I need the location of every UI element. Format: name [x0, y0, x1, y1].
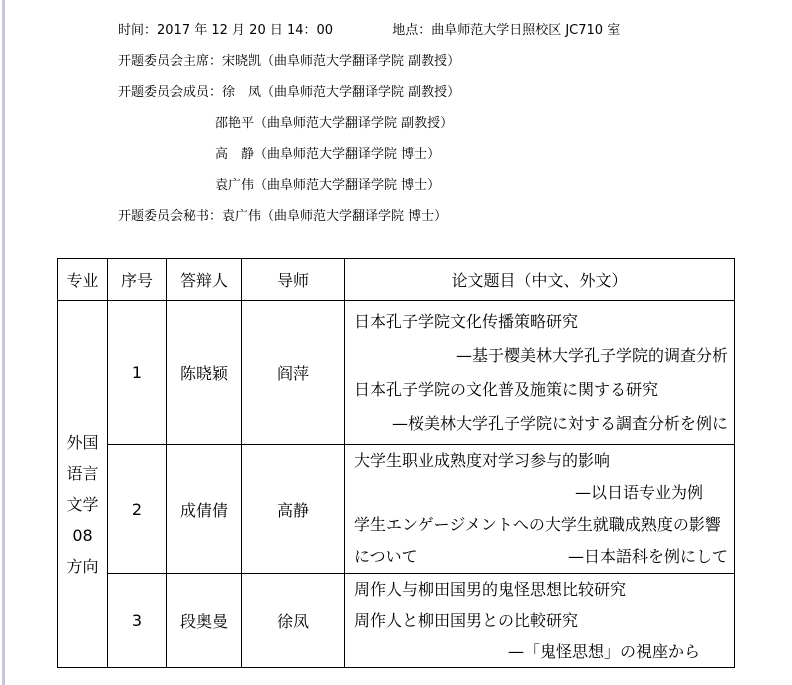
committee-member-line: [215, 170, 620, 201]
title-line: [354, 541, 728, 573]
defender-cell: 陈晓颖: [167, 301, 242, 445]
major-text: 外国 语言 文学 08 方向: [66, 432, 99, 576]
table-header-row: [58, 259, 735, 301]
member-1: 邵艳平（曲阜师范大学翻译学院 副教授）: [215, 116, 454, 131]
chair-label: 开题委员会主席：: [118, 54, 223, 69]
defender-cell: 成倩倩: [167, 445, 242, 574]
table-row: [58, 301, 735, 445]
supervisor-cell: 高静: [242, 445, 345, 574]
time-label: 时间：: [118, 23, 158, 38]
title-cell: [345, 301, 735, 445]
col-header-defender: 答辩人: [167, 259, 242, 301]
major-cell: [58, 301, 108, 668]
committee-member-line: [215, 139, 620, 170]
title-line: 大学生职业成熟度对学习参与的影响: [354, 451, 611, 470]
committee-secretary-line: [118, 201, 620, 232]
committee-members-line: [118, 77, 620, 108]
title-line-right-part: —日本語科を例にして: [567, 547, 728, 566]
time-value: 2017 年 12 月 20 日 14：00: [157, 23, 334, 38]
supervisor-cell: 徐凤: [242, 574, 345, 668]
title-line: 学生エンゲージメントへの大学生就職成熟度の影響: [354, 515, 721, 534]
member-3: 袁广伟（曲阜师范大学翻译学院 博士）: [215, 178, 441, 193]
supervisor-cell: 阎萍: [242, 301, 345, 445]
seq-cell: 1: [108, 301, 167, 445]
member-0: 徐 凤（曲阜师范大学翻译学院 副教授）: [222, 85, 461, 100]
defense-schedule-table: [57, 258, 735, 668]
col-header-major: 专业: [58, 259, 108, 301]
title-cell: [345, 445, 735, 574]
secretary-label: 开题委员会秘书：: [118, 209, 223, 224]
table-row: [58, 445, 735, 574]
col-header-seq: 序号: [108, 259, 167, 301]
title-line: 周作人と柳田国男との比較研究: [354, 611, 579, 630]
committee-member-line: [215, 108, 620, 139]
seq-cell: 3: [108, 574, 167, 668]
members-label: 开题委员会成员：: [118, 85, 223, 100]
title-line: 日本孔子学院の文化普及施策に関する研究: [354, 379, 659, 399]
title-line: —以日语专业为例: [574, 483, 703, 502]
member-2: 高 静（曲阜师范大学翻译学院 博士）: [215, 147, 441, 162]
title-line: —桜美林大学孔子学院に対する調査分析を例に: [391, 413, 728, 433]
title-line: —基于樱美林大学孔子学院的调查分析: [455, 345, 728, 365]
secretary-value: 袁广伟（曲阜师范大学翻译学院 博士）: [222, 209, 448, 224]
location-value: 曲阜师范大学日照校区 JC710 室: [431, 23, 621, 38]
col-header-title: 论文题目（中文、外文）: [345, 259, 735, 301]
table-row: [58, 574, 735, 668]
defender-cell: 段奥曼: [167, 574, 242, 668]
page-edge-line: [2, 0, 5, 685]
chair-value: 宋晓凯（曲阜师范大学翻译学院 副教授）: [222, 54, 461, 69]
committee-chair-line: [118, 46, 620, 77]
title-line: —「鬼怪思想」の視座から: [507, 642, 700, 661]
meta-time-location: [118, 15, 620, 46]
seq-cell: 2: [108, 445, 167, 574]
title-line: 日本孔子学院文化传播策略研究: [354, 311, 579, 331]
meta-block: [118, 15, 620, 232]
title-line-left-part: について: [354, 547, 418, 566]
title-cell: [345, 574, 735, 668]
col-header-supervisor: 导师: [242, 259, 345, 301]
title-line: 周作人与柳田国男的鬼怪思想比较研究: [354, 580, 627, 599]
location-label: 地点：: [392, 23, 432, 38]
